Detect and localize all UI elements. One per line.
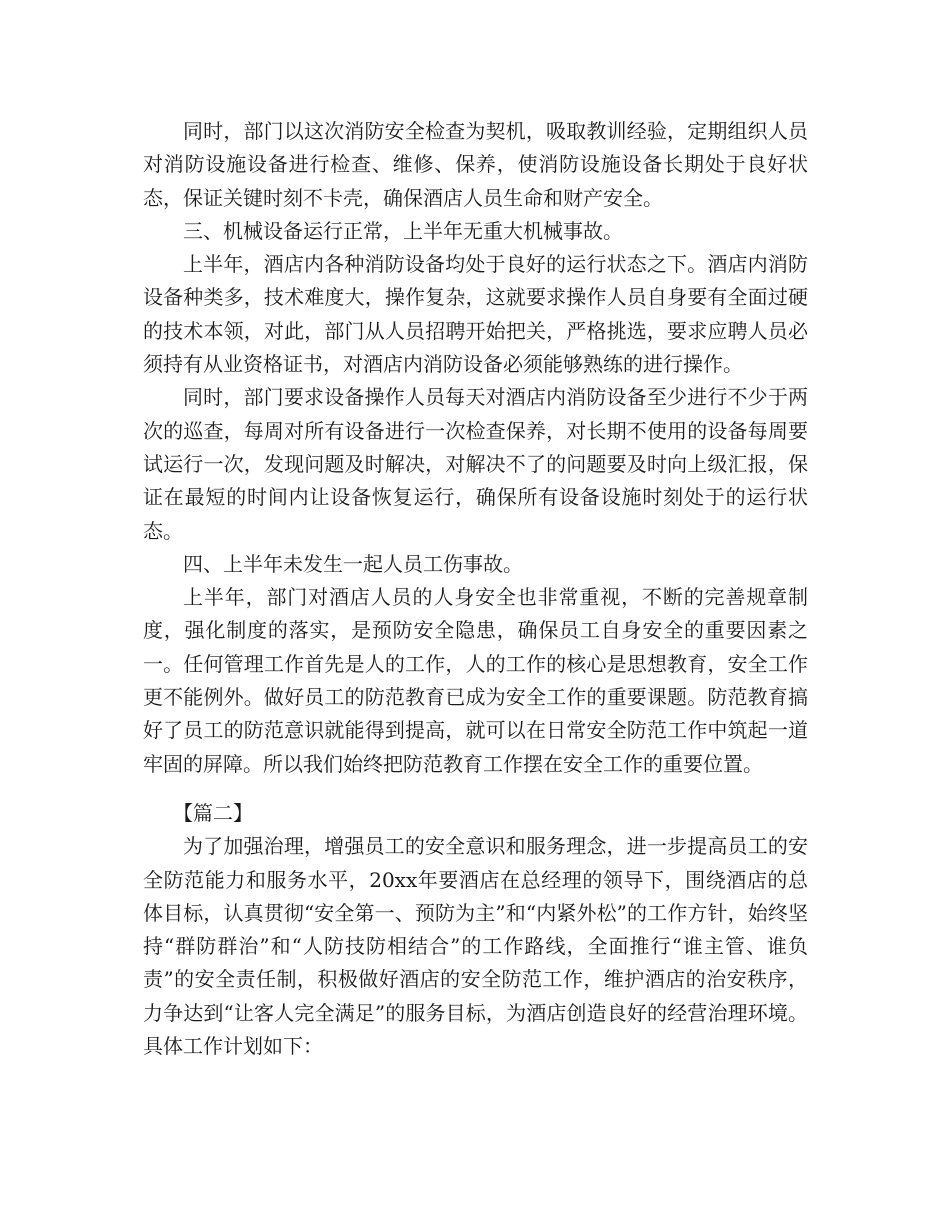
paragraph-fire-inspection: 同时，部门以这次消防安全检查为契机，吸取教训经验，定期组织人员对消防设施设备进行检查、维修、保养，使消防设施设备长期处于良好状态，保证关键时刻不卡壳，确保酒店人员生命和财产安全。 [143, 119, 808, 210]
paragraph-heading-injury: 四、上半年未发生一起人员工伤事故。 [183, 551, 523, 576]
paragraph-heading-machinery: 三、机械设备运行正常，上半年无重大机械事故。 [183, 218, 623, 243]
paragraph-work-plan-intro: 为了加强治理，增强员工的安全意识和服务理念，进一步提高员工的安全防范能力和服务水平，20xx年要酒店在总经理的领导下，围绕酒店的总体目标，认真贯彻“安全第一、预防为主”和“内紧外松”的工作方针，始终坚持“群防群治”和“人防技防相结合”的工作路线，全面推行“谁主管、谁负责”的安全责任制，积极做好酒店的安全防范工作，维护酒店的治安秩序，力争达到“让客人完全满足”的服务目标，为酒店创造良好的经营治理环境。具体工作计划如下： [143, 834, 808, 1059]
section-heading: 【篇二】 [173, 801, 253, 825]
document-section-two [143, 797, 808, 1063]
paragraph-safety-education: 上半年，部门对酒店人员的人身安全也非常重视，不断的完善规章制度，强化制度的落实，是预防安全隐患，确保员工自身安全的重要因素之一。任何管理工作首先是人的工作，人的工作的核心是思想教育，安全工作更不能例外。做好员工的防范教育已成为安全工作的重要课题。防范教育搞好了员工的防范意识就能得到提高，就可以在日常安全防范工作中筑起一道牢固的屏障。所以我们始终把防范教育工作摆在安全工作的重要位置。 [143, 585, 808, 776]
paragraph-equipment-status: 上半年，酒店内各种消防设备均处于良好的运行状态之下。酒店内消防设备种类多，技术难度大，操作复杂，这就要求操作人员自身要有全面过硬的技术本领，对此，部门从人员招聘开始把关，严格挑选，要求应聘人员必须持有从业资格证书，对酒店内消防设备必须能够熟练的进行操作。 [143, 252, 808, 377]
document-body [143, 115, 808, 781]
paragraph-equipment-inspection: 同时，部门要求设备操作人员每天对酒店内消防设备至少进行不少于两次的巡查，每周对所有设备进行一次检查保养，对长期不使用的设备每周要试运行一次，发现问题及时解决，对解决不了的问题要及时向上级汇报，保证在最短的时间内让设备恢复运行，确保所有设备设施时刻处于的运行状态。 [143, 385, 808, 543]
